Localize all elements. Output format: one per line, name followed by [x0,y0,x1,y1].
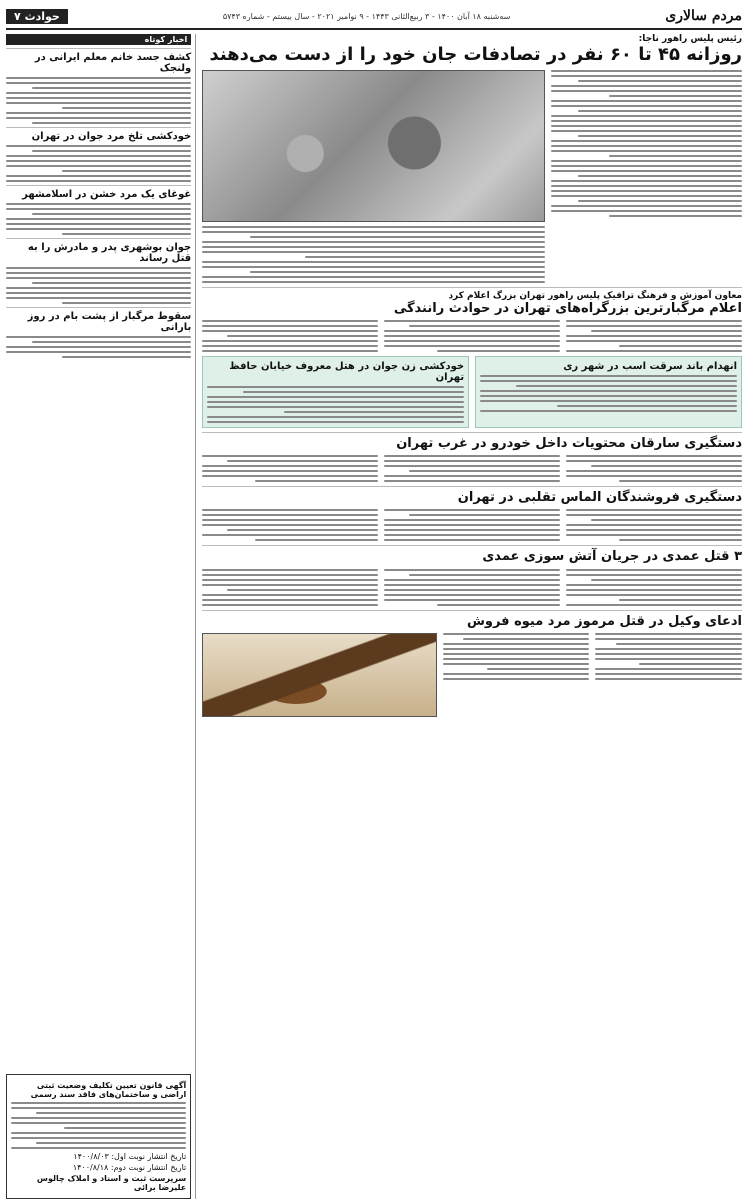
newspaper-brand: مردم سالاری [665,8,742,24]
notice-signature: سرپرست ثبت و اسناد و املاک چالوس علیرضا برائی [36,1174,187,1192]
lead-text-under-photo [202,226,545,283]
side-item-1-title: کشف جسد خانم معلم ایرانی در ولنجک [34,52,192,74]
side-item-1 [6,48,191,124]
smuggler-headline: دستگیری سارقان محتویات داخل خودرو در غرب تهران [396,435,742,451]
arson-story [202,545,742,605]
traffic-text-1 [566,320,742,352]
traffic-story [202,287,742,428]
side-column [6,34,196,1199]
horse-theft-box [475,356,742,428]
traffic-text-3 [202,320,378,352]
side-item-4 [6,238,191,304]
traffic-headline: اعلام مرگبارترین بزرگراه‌های تهران در حوادث رانندگی [393,300,742,316]
horse-theft-title: انهدام باند سرقت اسب در شهر ری [563,360,737,372]
smuggler-story [202,432,742,482]
hotel-suicide-title: خودکشی زن جوان در هتل معروف خیابان حافظ تهران [229,360,465,383]
notice-date-2: تاریخ انتشار نوبت دوم: ۱۴۰۰/۸/۱۸ [72,1163,187,1172]
lead-text-right [551,70,742,217]
masthead [6,4,742,30]
notice-date-1: تاریخ انتشار نوبت اول: ۱۴۰۰/۸/۰۳ [73,1152,187,1161]
main-column [202,34,742,1199]
confession-headline: ادعای وکیل در قتل مرموز مرد میوه فروش [466,613,742,629]
lead-headline: روزانه ۴۵ تا ۶۰ نفر در تصادفات جان خود را از دست می‌دهند [209,44,742,65]
hotel-suicide-box [202,356,469,428]
side-item-2 [6,127,191,182]
gavel-photo [202,633,437,717]
section-badge: حوادث ۷ [6,9,68,24]
issue-meta: سه‌شنبه ۱۸ آبان ۱۴۰۰ - ۳ ربیع‌الثانی ۱۴۴۳ - ۹ نوامبر ۲۰۲۱ - سال بیستم - شماره ۵۷۴۳ [222,11,511,21]
car-crash-photo [202,70,545,222]
side-item-4-title: جوان بوشهری پدر و مادرش را به قتل رساند [27,242,192,264]
legal-notice [6,1074,191,1199]
traffic-text-2 [384,320,560,352]
side-item-3-title: غوغای یک مرد خشن در اسلامشهر [22,189,192,200]
lead-story [202,34,742,283]
diamond-story [202,486,742,541]
arson-headline: ۳ قتل عمدی در جریان آتش سوزی عمدی [482,549,742,565]
lead-kicker: رئیس پلیس راهور ناجا: [638,34,742,44]
side-item-2-title: خودکشی تلخ مرد جوان در تهران [31,131,192,142]
page-layout [6,34,742,1199]
side-item-5 [6,307,191,358]
side-item-3 [6,185,191,235]
side-item-5-title: سقوط مرگبار از پشت بام در روز بارانی [27,311,192,333]
diamond-headline: دستگیری فروشندگان الماس تقلبی در تهران [457,490,742,506]
confession-story [202,610,742,717]
traffic-kicker: معاون آموزش و فرهنگ ترافیک پلیس راهور تهران بزرگ اعلام کرد [448,290,742,301]
notice-title: آگهی قانون تعیین تکلیف وضعیت ثبتی اراضی و ساختمان‌های فاقد سند رسمی [30,1081,187,1099]
side-label: اخبار کوتاه [6,34,191,45]
